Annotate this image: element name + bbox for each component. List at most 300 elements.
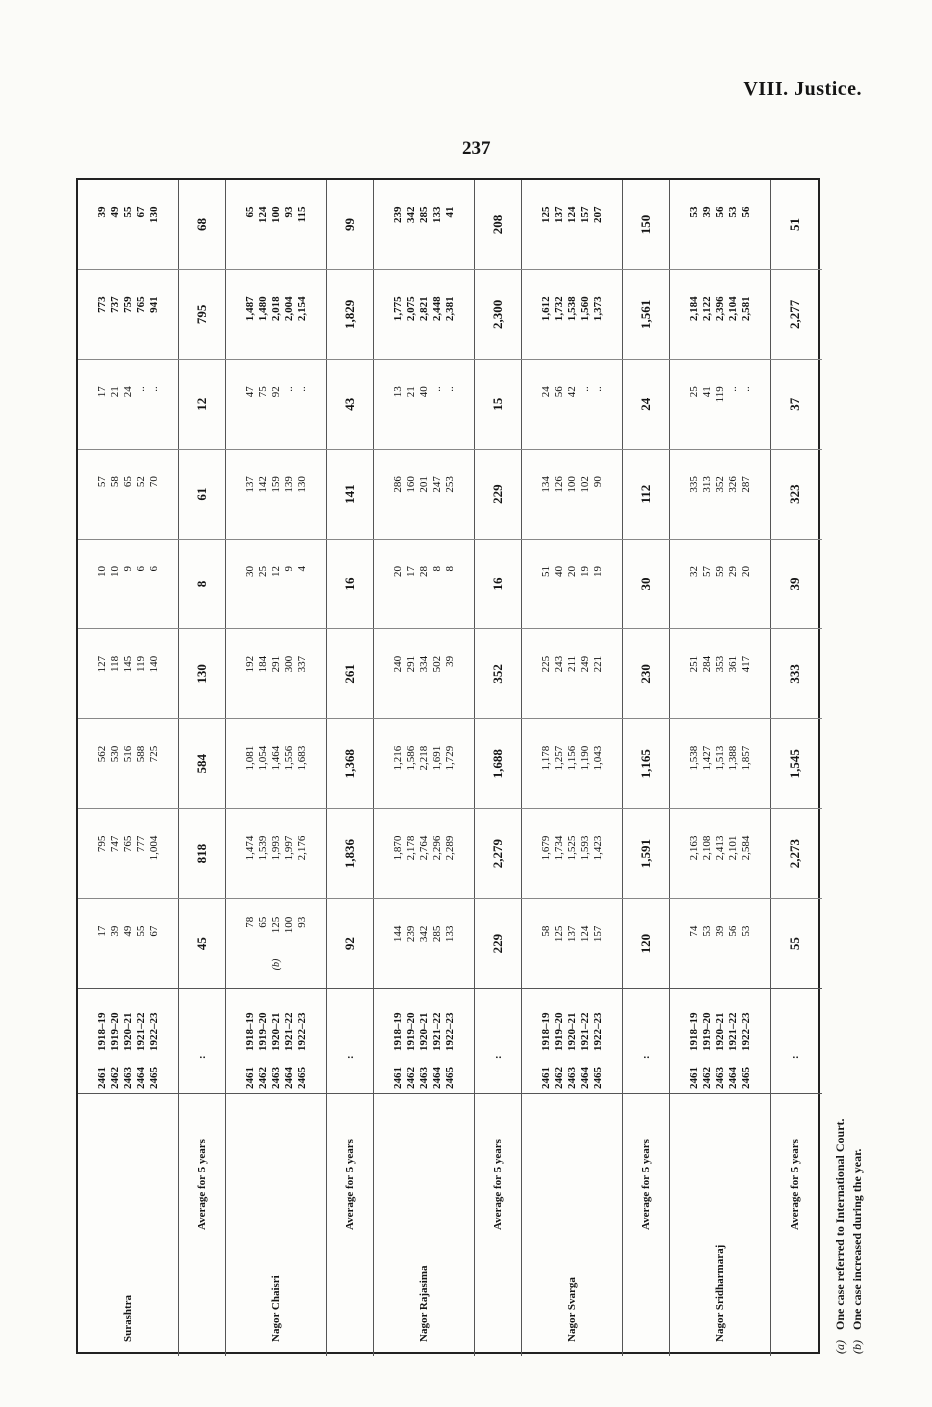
yearly-values [688,476,753,512]
yearly-value: 39 [700,206,713,218]
yearly-values [540,476,605,512]
yearly-value: 130 [295,476,308,493]
data-cell-block [670,180,771,269]
average-label: Average for 5 years [640,1139,652,1230]
year-ad: 1921–22 [430,1012,443,1051]
average-cell [179,809,226,898]
yearly-value: 30 [243,566,256,577]
year-be: 2465 [443,1067,456,1089]
yearly-value: 8 [443,566,456,572]
yearly-value: 765 [121,835,134,853]
yearly-value: 67 [147,925,160,937]
average-cell [623,360,670,449]
average-cell [771,719,818,808]
yearly-value: 2,218 [417,745,430,771]
yearly-value: 57 [95,476,108,488]
footnote [849,874,866,1354]
data-cell-block [374,719,475,808]
yearly-value: 2,176 [295,835,308,861]
average-cell [623,180,670,269]
yearly-value: 2,413 [713,835,726,861]
yearly-values [244,746,309,782]
yearly-value: .. [443,386,456,392]
average-label: Average for 5 years [344,1139,356,1230]
yearly-value: 747 [108,835,121,853]
average-label: Average for 5 years [196,1139,208,1230]
year-ad: 1920–21 [713,1012,726,1051]
district-block [226,1094,327,1356]
average-value: 1,165 [638,749,653,779]
yearly-value: 941 [147,296,160,313]
yearly-value: 55 [121,206,134,218]
average-cell [327,450,374,539]
yearly-value: 139 [282,476,295,493]
yearly-value: 24 [121,386,134,398]
yearly-value: 2,075 [404,296,417,322]
yearly-value: .. [591,386,604,392]
year-be: 2461 [391,1067,404,1089]
yearly-value: 119 [134,655,147,672]
data-cell-block [78,629,179,718]
yearly-value: 140 [147,655,160,673]
yearly-value: 221 [591,655,604,673]
average-value: 1,836 [342,839,357,869]
yearly-value: 2,184 [687,296,700,322]
yearly-values [392,476,457,512]
christian-era-years [392,1013,457,1056]
yearly-value: 1,857 [739,745,752,771]
data-cell-block [374,180,475,269]
years-block [522,989,623,1093]
yearly-values [96,476,161,512]
average-value: 45 [194,937,209,951]
average-cell [327,540,374,629]
yearly-value: 17 [95,386,108,398]
average-cell [771,270,818,359]
average-ellipsis: : [196,1055,208,1059]
yearly-value: 1,423 [591,835,604,861]
yearly-value: 2,122 [700,296,713,322]
year-ad: 1919–20 [552,1012,565,1051]
yearly-value: 119 [713,386,726,403]
average-value: 818 [194,843,209,864]
yearly-value: 58 [539,925,552,937]
yearly-value: 100 [565,476,578,493]
yearly-value: 2,018 [269,296,282,322]
data-cell-block [374,629,475,718]
yearly-values [540,386,605,422]
average-cell [771,629,818,718]
year-pair [688,1013,753,1094]
yearly-value: 737 [108,296,121,313]
yearly-value: 1,427 [700,745,713,771]
average-value: 333 [786,664,802,684]
years-block [226,989,327,1093]
yearly-value: 1,190 [578,745,591,771]
year-pair [392,1013,457,1094]
data-column [78,180,822,269]
year-be: 2464 [578,1067,591,1089]
yearly-value: 1,560 [578,296,591,322]
average-value: 141 [342,484,357,504]
average-cell [475,270,522,359]
yearly-value: 102 [578,476,591,493]
year-be: 2461 [687,1067,700,1089]
yearly-value: 157 [591,925,604,943]
year-be: 2461 [539,1067,552,1089]
yearly-values [392,386,457,422]
yearly-value: 2,396 [713,296,726,322]
average-row-years [179,989,226,1093]
average-value: 43 [342,397,357,411]
yearly-value: 51 [539,566,552,577]
yearly-values [688,206,753,242]
yearly-value: .. [739,386,752,392]
yearly-value: 337 [295,655,308,673]
yearly-value: 78 [243,916,256,928]
year-ad: 1919–20 [256,1012,269,1051]
average-value: 68 [194,217,209,231]
yearly-value: 56 [726,925,739,937]
yearly-value: 125 [269,916,282,934]
average-cell [623,540,670,629]
yearly-value: 1,054 [256,745,269,771]
average-row-years [475,989,522,1093]
yearly-value: 25 [687,386,700,398]
yearly-values [244,917,309,953]
average-cell [179,270,226,359]
yearly-value: 144 [391,925,404,943]
years-column [78,988,822,1093]
yearly-value: 9 [282,566,295,572]
year-pair [244,1013,309,1094]
yearly-values [540,296,605,332]
average-value: 130 [194,664,209,684]
yearly-value: 502 [430,655,443,673]
average-value: 30 [638,577,653,591]
year-be: 2463 [713,1067,726,1089]
yearly-value: 133 [443,925,456,943]
yearly-value: 58 [108,476,121,488]
yearly-value: 53 [687,206,700,218]
yearly-value: 2,108 [700,835,713,861]
yearly-value: 1,487 [243,296,256,322]
average-value: 352 [490,664,505,684]
footnote-marker: (b) [270,958,282,971]
footnote [832,874,849,1354]
year-be: 2465 [591,1067,604,1089]
yearly-value: 2,296 [430,835,443,861]
average-cell [475,180,522,269]
yearly-values [688,746,753,782]
average-ellipsis: : [344,1055,356,1059]
average-cell [475,809,522,898]
yearly-value: 334 [417,655,430,673]
data-cell-block [522,360,623,449]
yearly-value: 285 [430,925,443,943]
yearly-value: 42 [565,386,578,398]
yearly-value: 92 [269,386,282,398]
yearly-value: 1,997 [282,835,295,861]
average-value: 229 [490,484,505,504]
yearly-value: 313 [700,476,713,493]
year-ad: 1920–21 [269,1012,282,1051]
yearly-value: 74 [687,925,700,937]
yearly-value: 115 [295,206,308,223]
data-cell-block [374,809,475,898]
data-cell-block [670,719,771,808]
average-cell [771,899,818,988]
year-ad: 1921–22 [134,1012,147,1051]
yearly-value: 17 [95,925,108,937]
year-ad: 1919–20 [108,1012,121,1051]
yearly-value: 12 [269,566,282,577]
yearly-value: 1,679 [539,835,552,861]
year-ad: 1921–22 [282,1012,295,1051]
yearly-value: 100 [282,916,295,934]
yearly-values [540,206,605,242]
years-block [78,989,179,1093]
average-cell [771,540,818,629]
year-ad: 1920–21 [565,1012,578,1051]
data-cell-block [78,180,179,269]
yearly-value: 335 [687,476,700,493]
data-cell-block [670,270,771,359]
year-be: 2464 [430,1067,443,1089]
yearly-value: .. [578,386,591,392]
year-ad: 1921–22 [726,1012,739,1051]
data-cell-block [522,629,623,718]
average-value: 92 [342,937,357,951]
average-label: Average for 5 years [788,1139,801,1230]
yearly-values [688,386,753,422]
yearly-value: 251 [687,655,700,673]
yearly-value: 759 [121,296,134,313]
yearly-value: 1,081 [243,745,256,771]
average-cell [327,270,374,359]
yearly-value: 125 [539,206,552,223]
yearly-value: 1,734 [552,835,565,861]
yearly-value: 20 [565,566,578,577]
yearly-value: .. [295,386,308,392]
average-value: 323 [786,484,802,504]
yearly-values [96,836,161,872]
yearly-value: 184 [256,655,269,673]
year-be: 2463 [565,1067,578,1089]
yearly-values [244,566,309,602]
yearly-values [540,836,605,872]
year-ad: 1922–23 [591,1012,604,1051]
district-block [78,1094,179,1356]
yearly-value: 24 [539,386,552,398]
yearly-values [96,746,161,782]
yearly-value: 133 [430,206,443,223]
average-value: 12 [194,397,209,411]
average-value: 16 [490,577,505,591]
yearly-value: 93 [282,206,295,218]
yearly-value: 124 [256,206,269,223]
district-name: Nagor Svarga [566,1277,578,1342]
year-be: 2461 [95,1067,108,1089]
yearly-value: 516 [121,745,134,763]
yearly-value: 39 [95,206,108,218]
yearly-value: 1,474 [243,835,256,861]
rotated-table-body [78,180,822,1356]
yearly-value: 100 [269,206,282,223]
average-row-years [327,989,374,1093]
page-number: 237 [462,138,491,159]
yearly-value: 207 [591,206,604,223]
average-cell [179,450,226,539]
yearly-value: 1,612 [539,296,552,322]
average-cell [327,180,374,269]
yearly-value: 2,584 [739,835,752,861]
yearly-value: 10 [108,566,121,577]
average-value: 261 [342,664,357,684]
district-block [522,1094,623,1356]
year-ad: 1918–19 [687,1012,700,1051]
average-value: 1,688 [490,749,505,779]
data-column [78,718,822,808]
average-value: 229 [490,933,505,954]
yearly-value: 239 [404,925,417,943]
yearly-value: 1,556 [282,745,295,771]
yearly-value: 53 [700,925,713,937]
yearly-value: 326 [726,476,739,493]
yearly-value: .. [134,386,147,392]
average-value: 150 [638,214,653,235]
yearly-value: 126 [552,476,565,493]
yearly-value: 192 [243,655,256,673]
data-cell-block [374,450,475,539]
yearly-value: 28 [417,566,430,577]
average-cell [475,540,522,629]
data-cell-block [226,629,327,718]
yearly-values [688,296,753,332]
data-column [78,269,822,359]
average-cell [327,360,374,449]
yearly-value: 1,691 [430,745,443,771]
year-be: 2465 [147,1067,160,1089]
yearly-value: 201 [417,476,430,493]
yearly-value: .. [726,386,739,392]
yearly-value: 1,373 [591,296,604,322]
data-cell-block [226,719,327,808]
yearly-value: 21 [404,386,417,398]
buddhist-era-years [392,1067,457,1093]
yearly-value: 1,729 [443,745,456,771]
data-cell-block [226,540,327,629]
data-cell-block [226,360,327,449]
average-cell [179,180,226,269]
yearly-value: 286 [391,476,404,493]
yearly-value: 17 [404,566,417,577]
year-be: 2465 [739,1067,752,1089]
yearly-values [688,566,753,602]
yearly-value: 2,764 [417,835,430,861]
data-cell-block [226,450,327,539]
data-cell-block [374,899,475,988]
yearly-value: 40 [552,566,565,577]
yearly-value: 240 [391,655,404,673]
yearly-values [244,296,309,332]
average-ellipsis: : [640,1055,652,1059]
yearly-value: 1,539 [256,835,269,861]
yearly-value: 57 [700,566,713,577]
yearly-value: 67 [134,206,147,218]
year-be: 2462 [552,1067,565,1089]
buddhist-era-years [688,1067,753,1093]
yearly-value: 777 [134,835,147,853]
yearly-values [96,926,161,962]
yearly-values [688,926,753,962]
data-cell-block [226,809,327,898]
average-value: 1,561 [638,299,653,329]
yearly-value: 125 [552,925,565,943]
average-cell [475,899,522,988]
yearly-value: 157 [578,206,591,223]
data-cell-block [670,540,771,629]
year-be: 2464 [282,1067,295,1089]
year-ad: 1918–19 [243,1012,256,1051]
yearly-value: 90 [591,476,604,488]
data-cell-block [226,180,327,269]
average-cell [475,629,522,718]
yearly-value: 249 [578,655,591,673]
yearly-value: 56 [739,206,752,218]
yearly-values [392,566,457,602]
yearly-value: 118 [108,655,121,672]
yearly-value: 1,732 [552,296,565,322]
yearly-value: 2,101 [726,835,739,861]
average-cell [623,719,670,808]
average-cell [623,629,670,718]
data-cell-block [78,719,179,808]
yearly-value: 1,993 [269,835,282,861]
yearly-value: 8 [430,566,443,572]
yearly-value: 1,464 [269,745,282,771]
yearly-value: 291 [269,655,282,673]
average-cell [475,719,522,808]
average-cell [623,270,670,359]
christian-era-years [244,1013,309,1056]
yearly-value: 342 [417,925,430,943]
yearly-value: 2,289 [443,835,456,861]
average-ellipsis: : [788,1055,801,1059]
data-column [78,449,822,539]
average-value: 15 [490,397,505,411]
buddhist-era-years [96,1067,161,1093]
yearly-value: 29 [726,566,739,577]
yearly-value: 25 [256,566,269,577]
average-value: 24 [638,397,653,411]
average-cell [771,450,818,539]
data-column [78,539,822,629]
yearly-value: 56 [713,206,726,218]
year-ad: 1920–21 [121,1012,134,1051]
average-cell [179,540,226,629]
yearly-values [540,566,605,602]
christian-era-years [96,1013,161,1056]
yearly-value: 39 [108,925,121,937]
average-value: 37 [786,397,802,411]
yearly-value: 130 [147,206,160,223]
year-be: 2465 [295,1067,308,1089]
christian-era-years [688,1013,753,1056]
data-cell-block [78,540,179,629]
yearly-values [392,926,457,962]
yearly-value: 225 [539,655,552,673]
